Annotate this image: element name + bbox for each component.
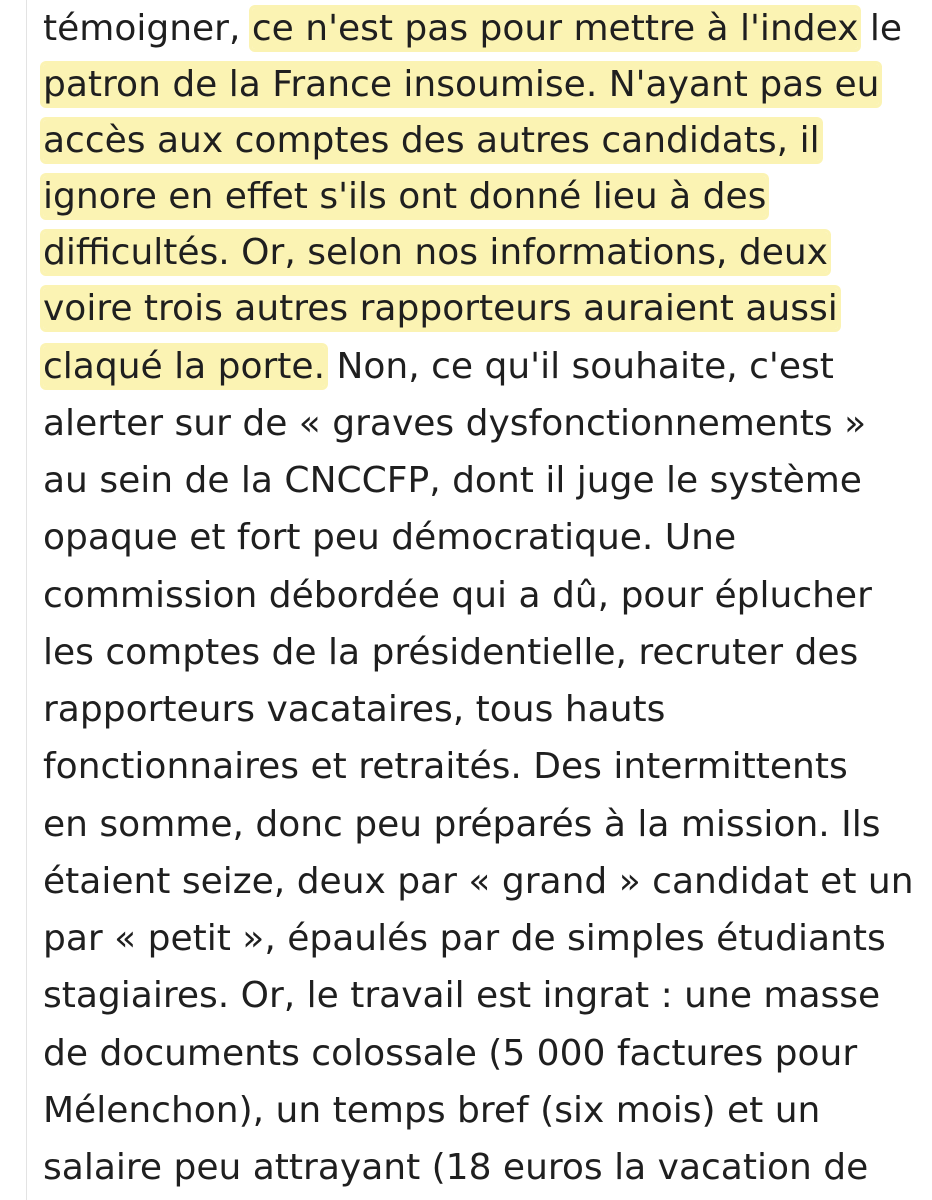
text-line: [43, 339, 834, 395]
line-text: de documents colossale (5 000 factures pour: [43, 1033, 858, 1074]
line-text: les comptes de la présidentielle, recruter des: [43, 632, 859, 673]
highlighted-text: claqué la porte.: [43, 346, 326, 387]
line-text: rapporteurs vacataires, tous hauts: [43, 689, 666, 730]
text-line: [43, 797, 881, 853]
text-line: [43, 225, 828, 281]
text-line: [43, 739, 848, 795]
line-text: alerter sur de « graves dysfonctionnements »: [43, 403, 867, 444]
text-line: [43, 281, 838, 337]
line-text: stagiaires. Or, le travail est ingrat : une masse: [43, 975, 881, 1016]
line-text: au sein de la CNCCFP, dont il juge le système: [43, 460, 862, 501]
line-text: le: [858, 8, 903, 49]
highlighted-text: ce n'est pas pour mettre à l'index: [251, 8, 859, 49]
line-text: salaire peu attrayant (18 euros la vacation de: [43, 1147, 869, 1188]
text-line: [43, 169, 766, 225]
line-text: par « petit », épaulés par de simples étudiants: [43, 918, 886, 959]
text-line: [43, 113, 820, 169]
text-line: [43, 625, 858, 681]
text-line: [43, 1140, 868, 1196]
text-line: [43, 1, 902, 57]
text-line: [43, 1026, 857, 1082]
text-line: [43, 396, 866, 452]
left-edge-rule: [26, 0, 27, 1200]
line-text: commission débordée qui a dû, pour éplucher: [43, 575, 872, 616]
highlighted-text: difficultés. Or, selon nos informations, deux: [43, 232, 828, 273]
text-line: [43, 682, 665, 738]
text-line: [43, 57, 879, 113]
line-text: fonctionnaires et retraités. Des intermittents: [43, 746, 848, 787]
text-line: [43, 510, 736, 566]
highlighted-text: patron de la France insoumise. N'ayant pas eu: [43, 64, 880, 105]
text-line: [43, 911, 886, 967]
text-line: [43, 968, 880, 1024]
text-line: [43, 453, 862, 509]
highlighted-text: accès aux comptes des autres candidats, il: [43, 120, 820, 161]
highlighted-text: voire trois autres rapporteurs auraient aussi: [43, 288, 838, 329]
text-line: [43, 1083, 820, 1139]
line-text: Non, ce qu'il souhaite, c'est: [325, 346, 834, 387]
line-text: Mélenchon), un temps bref (six mois) et un: [43, 1090, 821, 1131]
line-text: opaque et fort peu démocratique. Une: [43, 517, 737, 558]
line-text: étaient seize, deux par « grand » candidat et un: [43, 861, 914, 902]
highlighted-text: ignore en effet s'ils ont donné lieu à des: [43, 176, 767, 217]
text-line: [43, 854, 914, 910]
text-line: [43, 568, 872, 624]
line-text: témoigner,: [43, 8, 252, 49]
line-text: en somme, donc peu préparés à la mission. Ils: [43, 804, 881, 845]
